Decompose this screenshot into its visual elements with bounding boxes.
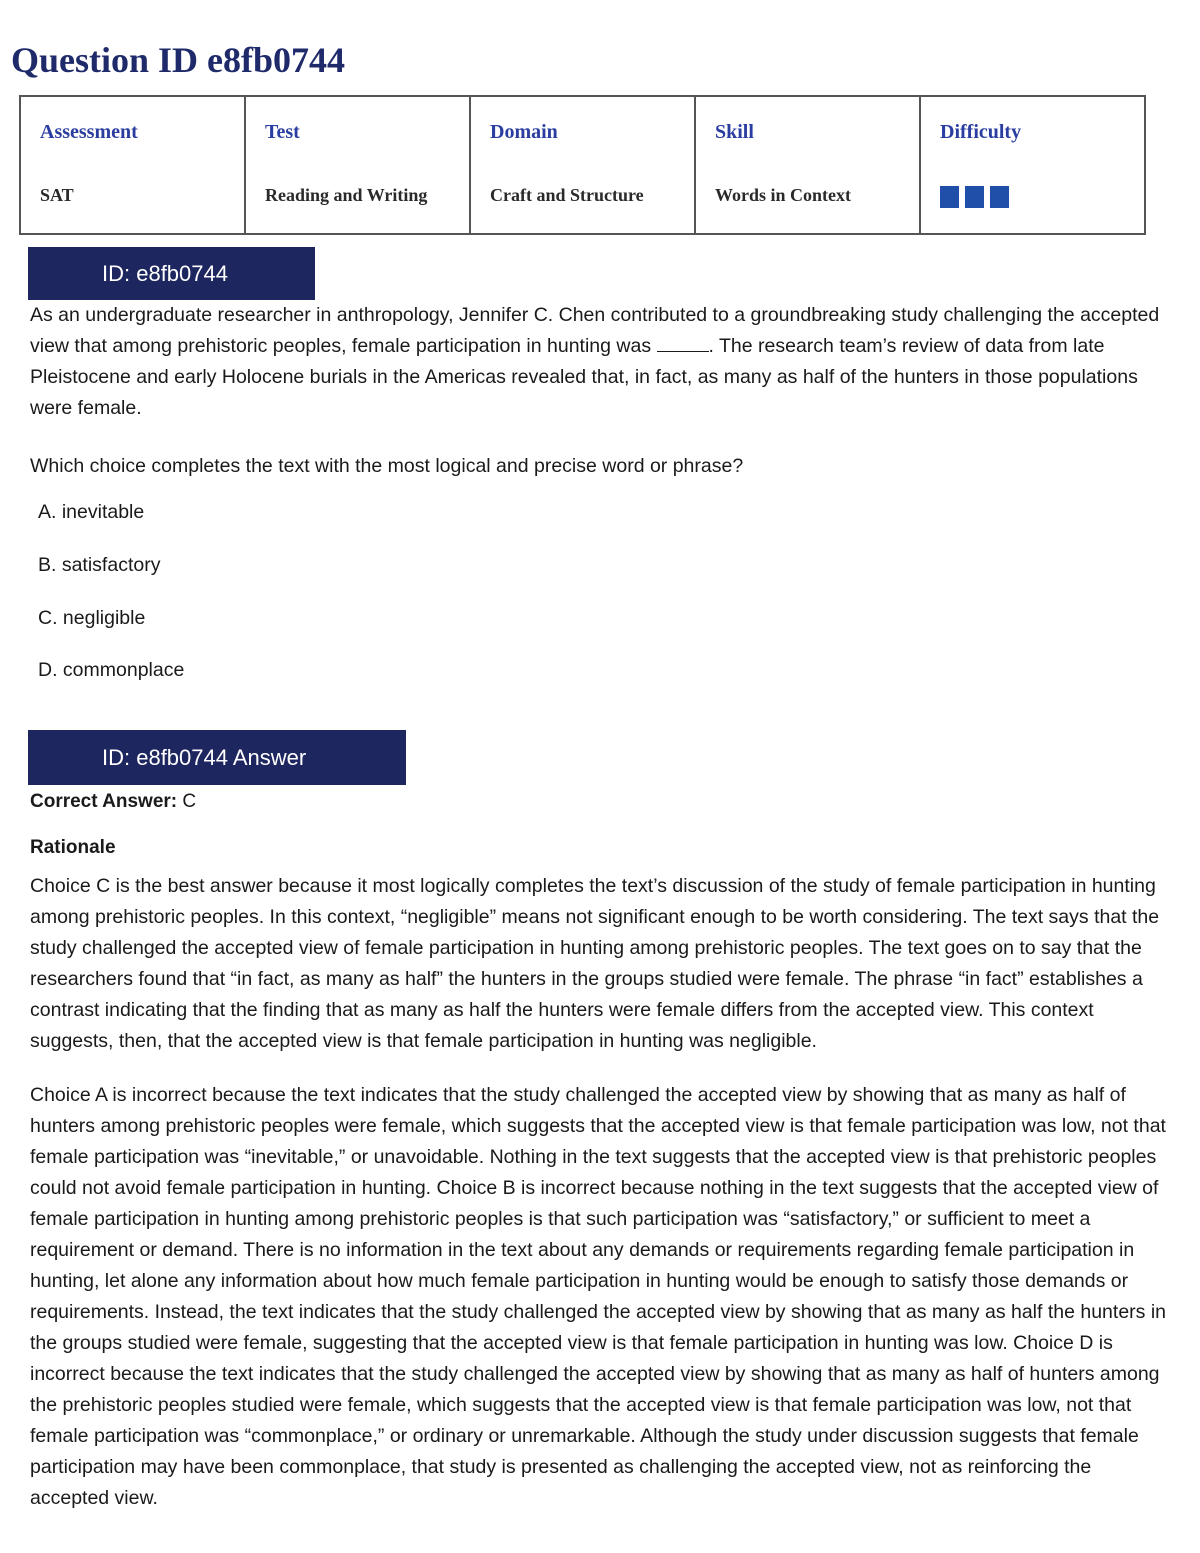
- correct-answer-line: [30, 788, 196, 816]
- meta-header-skill: Skill: [715, 121, 754, 143]
- meta-header-assessment: Assessment: [40, 121, 138, 143]
- meta-cell-assessment: [20, 96, 245, 234]
- rationale-heading: Rationale: [30, 837, 116, 858]
- choice-b[interactable]: B. satisfactory: [38, 554, 161, 576]
- question-prompt: Which choice completes the text with the most logical and precise word or phrase?: [30, 455, 744, 477]
- choice-d[interactable]: D. commonplace: [38, 659, 185, 681]
- passage-text-after-blank: . The research team’s review of data from late Pleistocene and early Holocene burials in the Americas revealed that, in fact, as many as half of the hunters in those populations were female.: [30, 335, 1138, 419]
- meta-header-difficulty: Difficulty: [940, 121, 1022, 143]
- metadata-table: [19, 95, 1146, 235]
- difficulty-bar: [940, 186, 959, 208]
- question-id-banner: ID: e8fb0744: [28, 247, 315, 300]
- rationale-paragraph: Choice A is incorrect because the text indicates that the study challenged the accepted view by showing that as many as half of hunters among prehistoric peoples were female, which suggests that the accepted view is that female participation was low, not that female participation was “inevitable,” or unavoidable. Nothing in the text suggests that the accepted view is that prehistoric peoples could not avoid female participation in hunting. Choice B is incorrect because nothing in the text suggests that the accepted view of female participation in hunting among prehistoric peoples is that such participation was “satisfactory,” or sufficient to meet a requirement or demand. There is no information in the text about any demands or requirements regarding female participation in hunting, let alone any information about how much female participation in hunting would be enough to satisfy those demands or requirements. Instead, the text indicates that the study challenged the accepted view by showing that as many as half the hunters in the groups studied were female, suggesting that the accepted view is that female participation in hunting was low. Choice D is incorrect because the text indicates that the study challenged the accepted view by showing that as many as half of hunters among the prehistoric peoples studied were female, which suggests that the accepted view is that female participation was low, not that female participation was “commonplace,” or ordinary or unremarkable. Although the study under discussion suggests that female participation may have been commonplace, that study is presented as challenging the accepted view, not as reinforcing the accepted view.: [30, 1084, 1167, 1509]
- meta-header-test: Test: [265, 121, 300, 143]
- correct-answer-label: Correct Answer:: [30, 791, 178, 812]
- correct-answer-value: C: [182, 791, 197, 812]
- meta-value-test: Reading and Writing: [265, 185, 428, 205]
- choice-a[interactable]: A. inevitable: [38, 501, 145, 523]
- difficulty-indicator: [940, 186, 1144, 208]
- meta-value-skill: Words in Context: [715, 185, 852, 205]
- meta-value-domain: Craft and Structure: [490, 185, 644, 205]
- meta-value-assessment: SAT: [40, 185, 74, 205]
- answer-id-banner: ID: e8fb0744 Answer: [28, 730, 406, 785]
- meta-cell-domain: [470, 96, 695, 234]
- meta-cell-test: [245, 96, 470, 234]
- meta-cell-skill: [695, 96, 920, 234]
- difficulty-bar: [990, 186, 1009, 208]
- choice-c[interactable]: C. negligible: [38, 607, 146, 629]
- passage-blank: [657, 333, 709, 352]
- question-passage: [30, 300, 1170, 424]
- difficulty-bar: [965, 186, 984, 208]
- rationale-paragraph: Choice C is the best answer because it most logically completes the text’s discussion of the study of female participation in hunting among prehistoric peoples. In this context, “negligible” means not significant enough to be worth considering. The text says that the study challenged the accepted view of female participation in hunting among prehistoric peoples. The text goes on to say that the researchers found that “in fact, as many as half” the hunters in the groups studied were female. The phrase “in fact” establishes a contrast indicating that the finding that as many as half the hunters were female differs from the accepted view. This context suggests, then, that the accepted view is that female participation in hunting was negligible.: [30, 875, 1160, 1052]
- page-title: Question ID e8fb0744: [11, 40, 346, 80]
- meta-cell-difficulty: [920, 96, 1145, 234]
- passage-text-before-blank: As an undergraduate researcher in anthropology, Jennifer C. Chen contributed to a groundbreaking study challenging the accepted view that among prehistoric peoples, female participation in hunting was: [30, 304, 1160, 357]
- meta-header-domain: Domain: [490, 121, 558, 143]
